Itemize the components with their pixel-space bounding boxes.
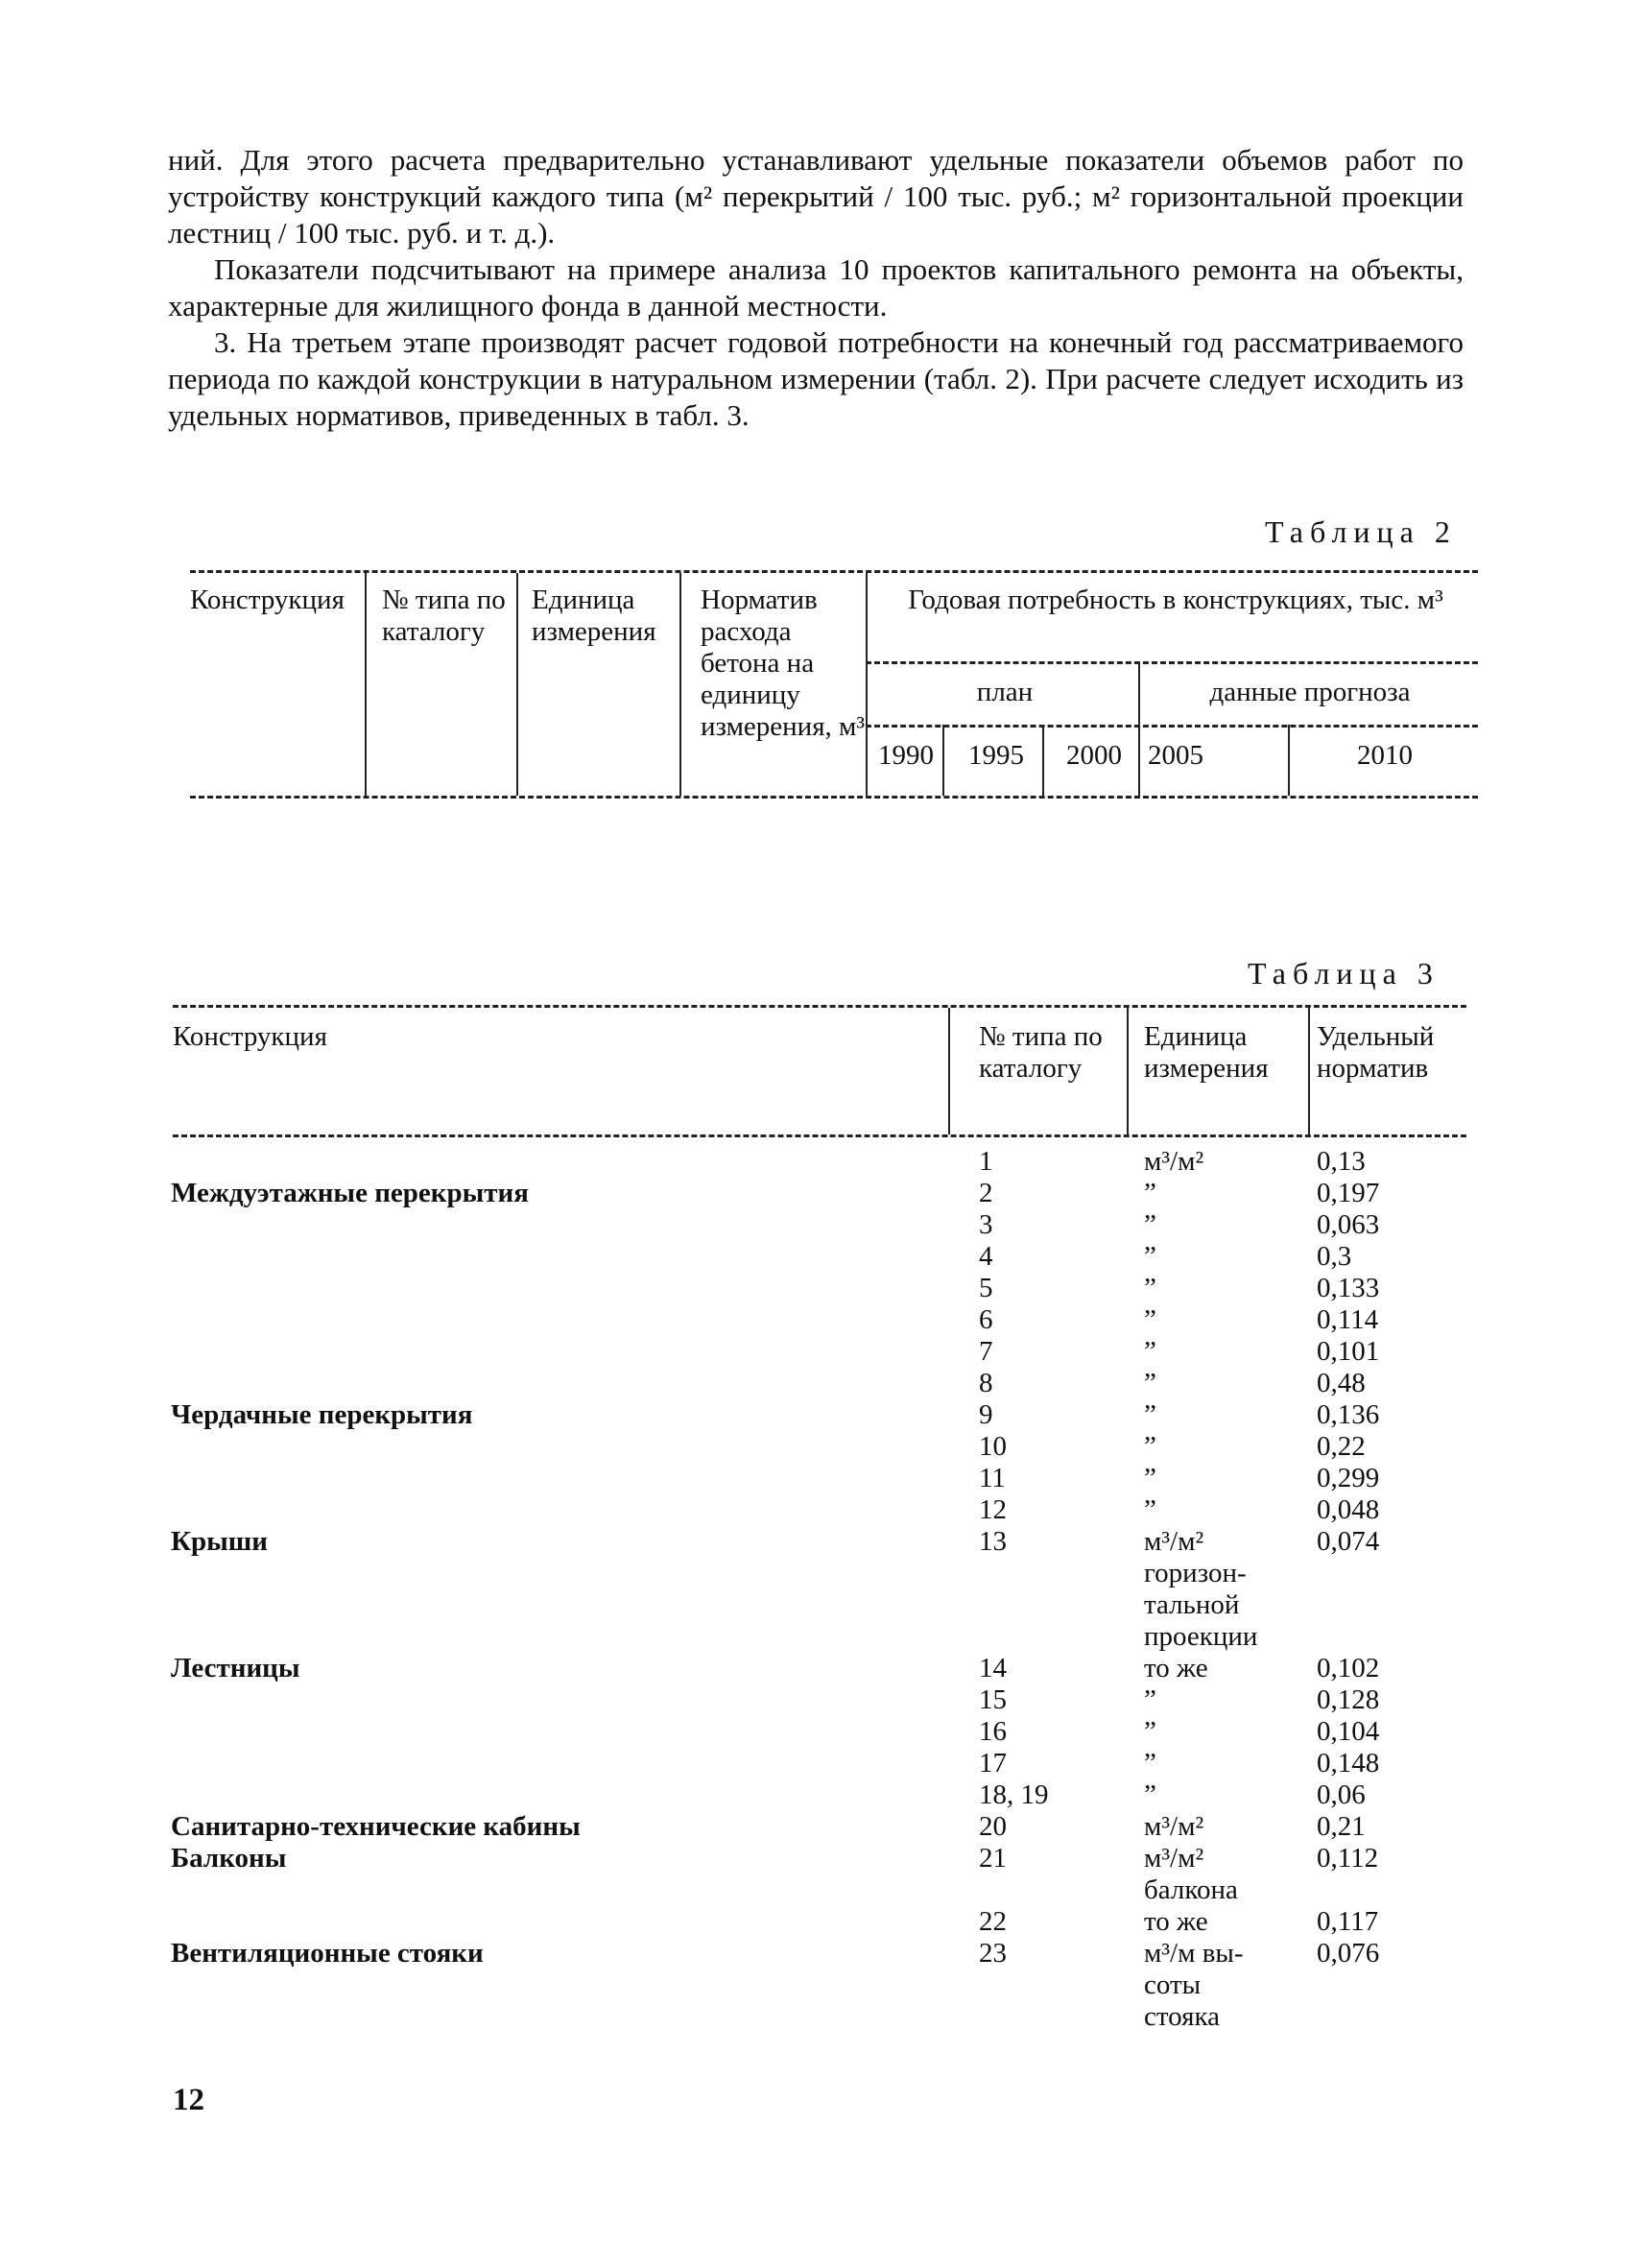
cell-num: 1	[979, 1146, 993, 1177]
t2-divider	[942, 725, 944, 796]
cell-val: 0,112	[1317, 1843, 1379, 1874]
cell-num: 21	[979, 1843, 1007, 1874]
cell-unit: ”	[1144, 1178, 1156, 1208]
cell-unit: проекции	[1144, 1621, 1258, 1652]
cell-name: Санитарно-технические кабины	[171, 1811, 581, 1842]
cell-val: 0,21	[1317, 1811, 1366, 1842]
cell-val: 0,148	[1317, 1748, 1380, 1779]
cell-name: Балконы	[171, 1843, 287, 1874]
cell-num: 16	[979, 1716, 1007, 1747]
cell-num: 12	[979, 1494, 1007, 1525]
table-row	[0, 2001, 1643, 2033]
cell-val: 0,136	[1317, 1399, 1380, 1430]
t2-divider	[516, 573, 518, 796]
table-row	[0, 1906, 1643, 1938]
t2-divider	[1042, 725, 1044, 796]
cell-num: 8	[979, 1368, 993, 1398]
cell-num: 11	[979, 1463, 1006, 1493]
t3-divider	[1127, 1008, 1129, 1134]
table-row	[0, 1431, 1643, 1463]
table-row	[0, 1938, 1643, 1970]
cell-val: 0,299	[1317, 1463, 1380, 1493]
cell-val: 0,133	[1317, 1273, 1380, 1303]
cell-name: Крыши	[171, 1526, 268, 1557]
cell-val: 0,101	[1317, 1336, 1380, 1367]
t2-header-type-no: № типа по каталогу	[382, 585, 506, 647]
cell-num: 6	[979, 1304, 993, 1335]
cell-unit: ”	[1144, 1336, 1156, 1367]
table-row	[0, 1716, 1643, 1748]
cell-val: 0,06	[1317, 1779, 1366, 1810]
cell-num: 5	[979, 1273, 993, 1303]
cell-num: 2	[979, 1178, 993, 1208]
table-row	[0, 1494, 1643, 1526]
cell-val: 0,114	[1317, 1304, 1379, 1335]
cell-name: Междуэтажные перекрытия	[171, 1178, 529, 1208]
cell-val: 0,063	[1317, 1209, 1380, 1240]
cell-unit: м³/м²	[1144, 1526, 1204, 1557]
t3-header-norm: Удельный норматив	[1317, 1021, 1435, 1084]
table-row	[0, 1874, 1643, 1906]
t2-year: 2005	[1148, 740, 1203, 771]
cell-num: 23	[979, 1938, 1007, 1969]
cell-val: 0,13	[1317, 1146, 1366, 1177]
cell-num: 15	[979, 1684, 1007, 1715]
cell-unit: м³/м²	[1144, 1146, 1204, 1177]
table2	[190, 570, 1478, 799]
t2-header-plan: план	[976, 677, 1034, 707]
cell-unit: м³/м²	[1144, 1811, 1204, 1842]
t2-year: 1995	[968, 740, 1024, 771]
cell-val: 0,117	[1317, 1906, 1379, 1937]
cell-num: 22	[979, 1906, 1007, 1937]
cell-num: 14	[979, 1653, 1007, 1683]
table-row	[0, 1653, 1643, 1684]
table-row	[0, 1463, 1643, 1494]
cell-val: 0,104	[1317, 1716, 1380, 1747]
page-number: 12	[173, 2083, 204, 2117]
t3-divider	[1308, 1008, 1310, 1134]
table-row	[0, 1146, 1643, 1178]
table3-header	[173, 1005, 1466, 1137]
table2-caption: Таблица 2	[1265, 514, 1457, 549]
cell-unit: ”	[1144, 1304, 1156, 1335]
cell-unit: то же	[1144, 1653, 1208, 1683]
table-row	[0, 1178, 1643, 1209]
cell-val: 0,048	[1317, 1494, 1380, 1525]
paragraph-3: 3. На третьем этапе производят расчет годовой потребности на конечный год рассматриваемого периода по каждой конструкции в натуральном измерении (табл. 2). При расчете следует исходить из удельных нормативов, приведенных в табл. 3.	[168, 325, 1464, 432]
paragraph-1: ний. Для этого расчета предварительно устанавливают удельные показатели объемов работ по устройству конструкций каждого типа (м² перекрытий / 100 тыс. руб.; м² горизонтальной проекции лестниц / 100 тыс. руб. и т. д.).	[168, 143, 1464, 250]
table-row	[0, 1209, 1643, 1241]
cell-unit: м³/м²	[1144, 1843, 1204, 1874]
cell-unit: ”	[1144, 1399, 1156, 1430]
cell-name: Лестницы	[171, 1653, 300, 1683]
cell-unit: ”	[1144, 1779, 1156, 1810]
table-row	[0, 1589, 1643, 1621]
t3-header-unit: Единица измерения	[1144, 1021, 1269, 1084]
t3-divider	[948, 1008, 950, 1134]
cell-num: 7	[979, 1336, 993, 1367]
cell-unit: ”	[1144, 1494, 1156, 1525]
t2-year: 2010	[1357, 740, 1413, 771]
cell-unit: ”	[1144, 1748, 1156, 1779]
table-row	[0, 1748, 1643, 1779]
cell-val: 0,48	[1317, 1368, 1366, 1398]
t2-header-forecast: данные прогноза	[1209, 677, 1411, 707]
cell-num: 18, 19	[979, 1779, 1049, 1810]
t2-subdivider	[866, 661, 1478, 664]
cell-val: 0,128	[1317, 1684, 1380, 1715]
table-row	[0, 1558, 1643, 1589]
t2-header-unit: Единица измерения	[532, 585, 656, 647]
t2-year: 2000	[1066, 740, 1122, 771]
table-row	[0, 1970, 1643, 2001]
cell-val: 0,076	[1317, 1938, 1380, 1969]
cell-unit: то же	[1144, 1906, 1208, 1937]
t2-divider	[679, 573, 681, 796]
table-row	[0, 1684, 1643, 1716]
table3-caption: Таблица 3	[1248, 956, 1440, 991]
cell-val: 0,197	[1317, 1178, 1380, 1208]
cell-unit: ”	[1144, 1209, 1156, 1240]
table-row	[0, 1811, 1643, 1843]
t2-divider	[1138, 661, 1140, 796]
paragraph-2: Показатели подсчитывают на примере анализа 10 проектов капитального ремонта на объекты, характерные для жилищного фонда в данной местности.	[168, 252, 1464, 322]
cell-unit: м³/м вы-	[1144, 1938, 1244, 1969]
table-row	[0, 1621, 1643, 1653]
cell-name: Вентиляционные стояки	[171, 1938, 484, 1969]
t2-header-norm: Норматив расхода бетона на единицу измерения, м³	[701, 585, 866, 742]
cell-unit: горизон-	[1144, 1558, 1247, 1588]
cell-unit: ”	[1144, 1241, 1156, 1272]
cell-val: 0,3	[1317, 1241, 1352, 1272]
cell-num: 10	[979, 1431, 1007, 1462]
cell-unit: ”	[1144, 1463, 1156, 1493]
cell-unit: ”	[1144, 1273, 1156, 1303]
t2-divider	[1288, 725, 1290, 796]
cell-unit: соты	[1144, 1970, 1202, 2000]
cell-unit: тальной	[1144, 1589, 1240, 1620]
cell-num: 9	[979, 1399, 993, 1430]
cell-unit: ”	[1144, 1684, 1156, 1715]
t2-divider	[866, 573, 868, 796]
cell-num: 3	[979, 1209, 993, 1240]
t2-header-construction: Конструкция	[190, 585, 345, 615]
cell-unit: ”	[1144, 1716, 1156, 1747]
t2-header-annual: Годовая потребность в конструкциях, тыс. м³	[908, 585, 1443, 615]
table-row	[0, 1843, 1643, 1874]
table-row	[0, 1368, 1643, 1399]
cell-val: 0,074	[1317, 1526, 1380, 1557]
table-row	[0, 1304, 1643, 1336]
cell-num: 13	[979, 1526, 1007, 1557]
table-row	[0, 1241, 1643, 1273]
cell-unit: ”	[1144, 1431, 1156, 1462]
cell-val: 0,22	[1317, 1431, 1366, 1462]
table-row	[0, 1273, 1643, 1304]
cell-num: 4	[979, 1241, 993, 1272]
t2-subdivider	[866, 725, 1478, 728]
cell-unit: стояка	[1144, 2001, 1220, 2032]
t3-header-type-no: № типа по каталогу	[979, 1021, 1103, 1084]
cell-val: 0,102	[1317, 1653, 1380, 1683]
t2-divider	[365, 573, 367, 796]
t3-header-construction: Конструкция	[173, 1021, 327, 1052]
cell-name: Чердачные перекрытия	[171, 1399, 473, 1430]
cell-unit: ”	[1144, 1368, 1156, 1398]
cell-num: 17	[979, 1748, 1007, 1779]
table-row	[0, 1779, 1643, 1811]
cell-unit: балкона	[1144, 1874, 1238, 1905]
table-row	[0, 1336, 1643, 1368]
cell-num: 20	[979, 1811, 1007, 1842]
t2-year: 1990	[878, 740, 934, 771]
table-row	[0, 1526, 1643, 1558]
table-row	[0, 1399, 1643, 1431]
